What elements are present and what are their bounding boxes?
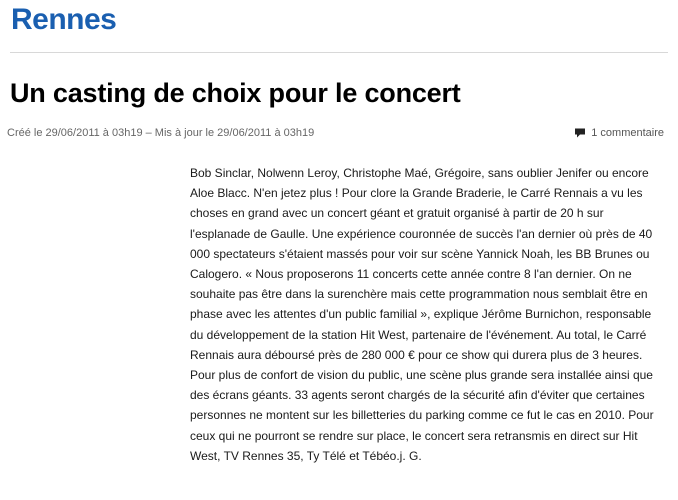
comment-bubble-icon — [574, 127, 586, 139]
section-title[interactable]: Rennes — [11, 3, 117, 36]
section-header — [10, 0, 668, 53]
article-body — [190, 163, 660, 466]
article-headline: Un casting de choix pour le concert — [10, 78, 461, 108]
article-meta-row — [7, 125, 667, 141]
comments-link[interactable] — [574, 125, 664, 141]
article-paragraph: Pour plus de confort de vision du public, une scène plus grande sera installée ainsi que des écrans géants. 33 agents seront chargés de la sécurité afin d'éviter que certaines personnes ne montent sur les billetteries du parking comme ce fut le cas en 2010. Pour ceux qui ne pourront se rendre sur place, le concert sera retransmis en direct sur Hit West, TV Rennes 35, Ty Télé et Tébéo.j. G. — [190, 368, 654, 463]
comments-count-label: 1 commentaire — [591, 127, 664, 139]
article-dates: Créé le 29/06/2011 à 03h19 – Mis à jour le 29/06/2011 à 03h19 — [7, 127, 315, 139]
article-paragraph: Bob Sinclar, Nolwenn Leroy, Christophe Maé, Grégoire, sans oublier Jenifer ou encore Aloe Blacc. N'en jetez plus ! Pour clore la Grande Braderie, le Carré Rennais a vu les choses en grand avec un concert géant et gratuit organisé à partir de 20 h sur l'esplanade de Gaulle. Une expérience couronnée de succès l'an dernier où près de 40 000 spectateurs s'étaient massés pour voir sur scène Yannick Noah, les BB Brunes ou Calogero. « Nous proposerons 11 concerts cette année contre 8 l'an dernier. On ne souhaite pas être dans la surenchère mais cette programmation nous semblait être en phase avec les attentes d'un public familial », explique Jérôme Burnichon, responsable du développement de la station Hit West, partenaire de l'événement. Au total, le Carré Rennais aura déboursé près de 280 000 € pour ce show qui durera plus de 3 heures. — [190, 166, 653, 362]
